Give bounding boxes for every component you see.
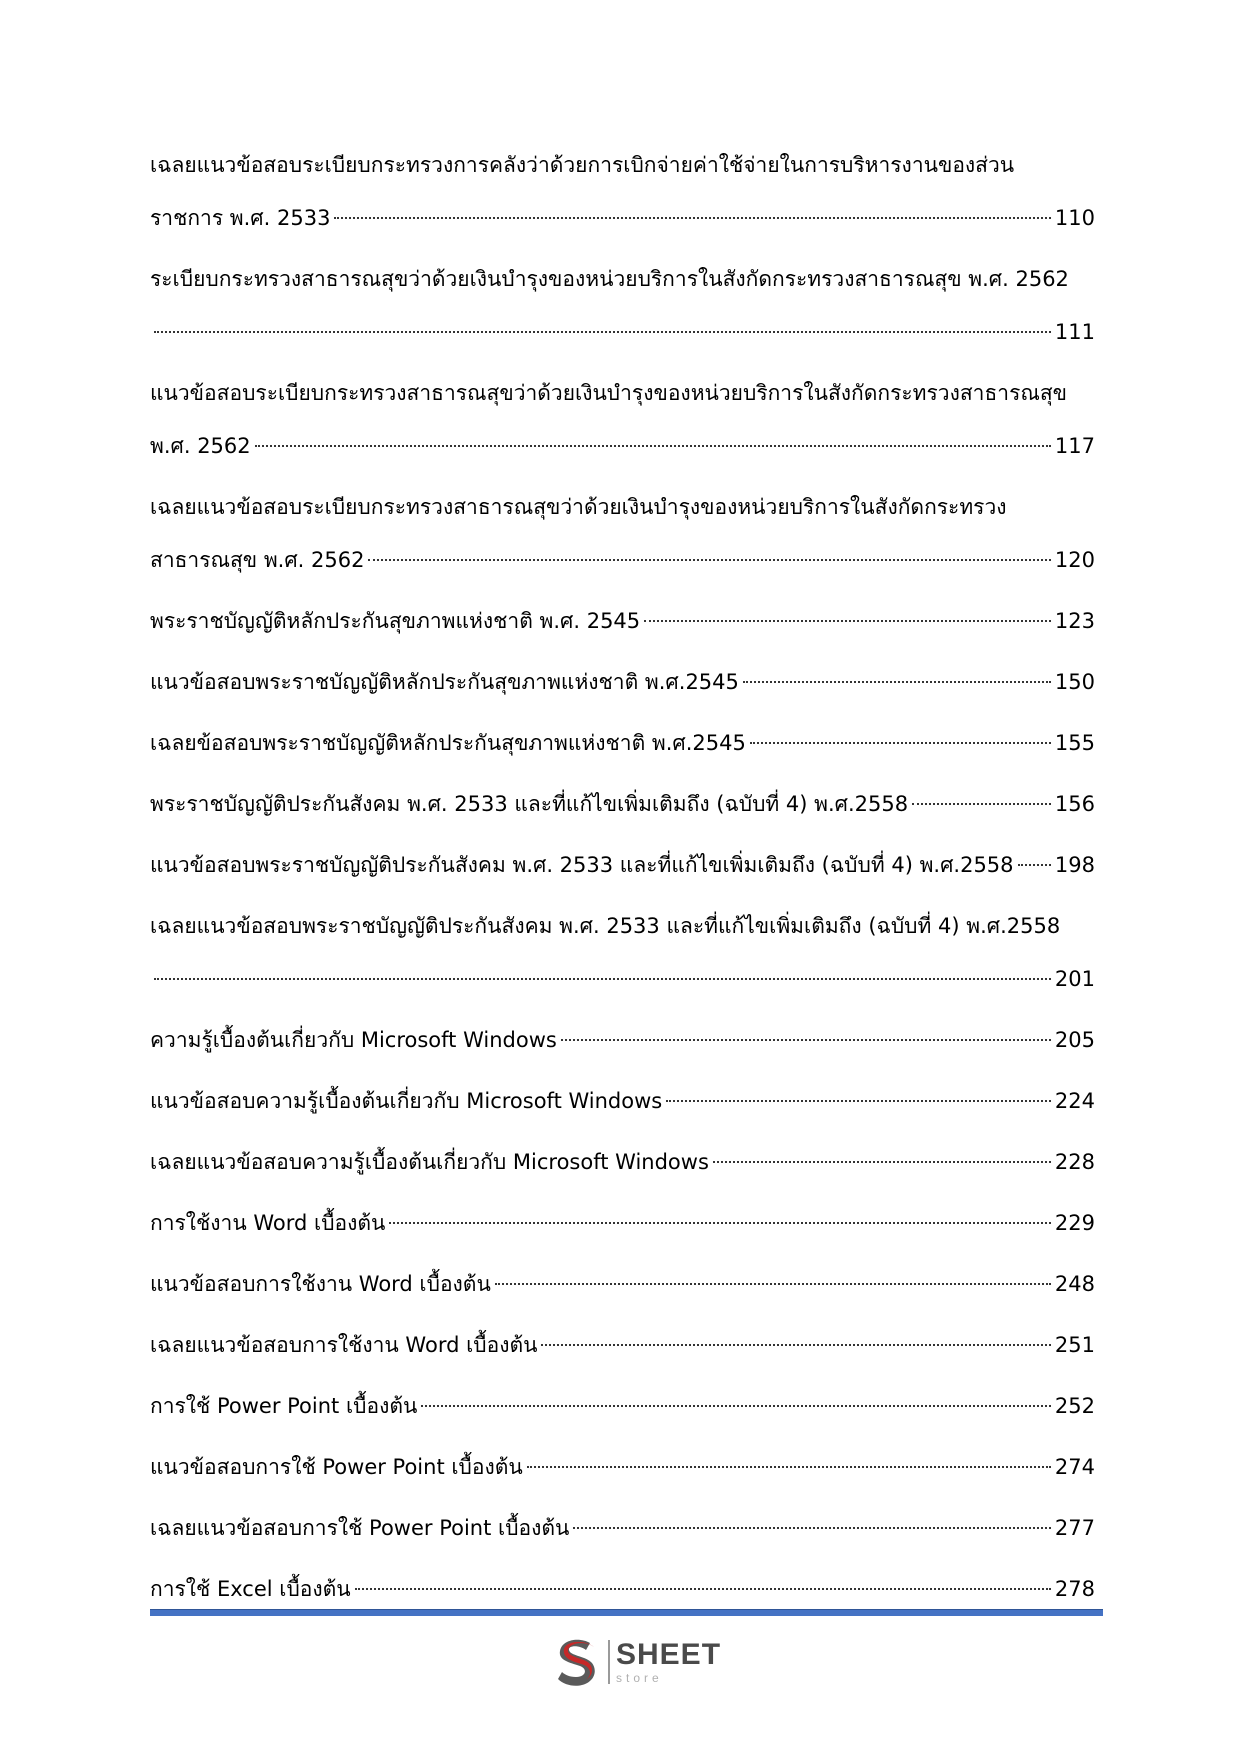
toc-entry-line [150,203,1095,233]
dot-leader [334,197,1050,219]
toc-entry[interactable] [150,728,1095,758]
toc-entry[interactable] [150,150,1095,233]
logo-word: SHEET [616,1638,722,1671]
toc-entry-line [150,964,1095,994]
toc-entry-title: การใช้ Excel เบื้องต้น [150,1577,351,1601]
dot-leader [495,1263,1051,1285]
logo-text [616,1640,721,1684]
toc-entry-title: การใช้ Power Point เบื้องต้น [150,1394,418,1418]
toc-entry-line [150,1208,1095,1238]
toc-entry[interactable] [150,1391,1095,1421]
toc-entry[interactable] [150,1147,1095,1177]
toc-page-number: 248 [1054,1272,1095,1296]
toc-page-number: 205 [1054,1028,1095,1052]
toc-page-number: 123 [1054,609,1095,633]
toc-page-number: 201 [1054,967,1095,991]
toc-entry[interactable] [150,606,1095,636]
logo-sub: store [616,1671,663,1685]
toc-page-number: 150 [1054,670,1095,694]
dot-leader [666,1080,1051,1102]
dot-leader [154,958,1051,980]
dot-leader [750,722,1051,744]
dot-leader [644,600,1051,622]
table-of-contents [150,150,1095,1635]
dot-leader [527,1446,1051,1468]
logo-divider [608,1640,610,1684]
toc-entry[interactable] [150,1513,1095,1543]
toc-entry-line [150,1330,1095,1360]
toc-page-number: 111 [1054,320,1095,344]
toc-entry-title: แนวข้อสอบการใช้งาน Word เบื้องต้น [150,1272,491,1296]
toc-entry-title-line: ระเบียบกระทรวงสาธารณสุขว่าด้วยเงินบำรุงของหน่วยบริการในสังกัดกระทรวงสาธารณสุข พ.ศ. 2562 [150,267,1069,291]
toc-entry-title-line: แนวข้อสอบระเบียบกระทรวงสาธารณสุขว่าด้วยเงินบำรุงของหน่วยบริการในสังกัดกระทรวงสาธารณสุข [150,381,1068,405]
toc-entry-title: แนวข้อสอบการใช้ Power Point เบื้องต้น [150,1455,523,1479]
toc-entry[interactable] [150,667,1095,697]
toc-entry[interactable] [150,789,1095,819]
toc-page-number: 110 [1054,206,1095,230]
toc-entry-title: เฉลยข้อสอบพระราชบัญญัติหลักประกันสุขภาพแห่งชาติ พ.ศ.2545 [150,731,746,755]
toc-entry-line [150,606,1095,636]
toc-entry-title: ความรู้เบื้องต้นเกี่ยวกับ Microsoft Windows [150,1028,557,1052]
toc-entry-line [150,1513,1095,1543]
toc-entry[interactable] [150,492,1095,575]
toc-entry[interactable] [150,264,1095,347]
toc-page-number: 274 [1054,1455,1095,1479]
toc-entry-line [150,431,1095,461]
toc-entry-line [150,1269,1095,1299]
toc-entry[interactable] [150,1330,1095,1360]
toc-entry-title-line: เฉลยแนวข้อสอบระเบียบกระทรวงสาธารณสุขว่าด้วยเงินบำรุงของหน่วยบริการในสังกัดกระทรวง [150,495,1007,519]
toc-page-number: 155 [1054,731,1095,755]
toc-entry[interactable] [150,850,1095,880]
toc-page-number: 251 [1054,1333,1095,1357]
toc-page-number: 156 [1054,792,1095,816]
toc-entry-title: พระราชบัญญัติประกันสังคม พ.ศ. 2533 และที่แก้ไขเพิ่มเติมถึง (ฉบับที่ 4) พ.ศ.2558 [150,792,909,816]
sheet-store-s-icon [550,1635,604,1689]
toc-entry-title: พ.ศ. 2562 [150,434,251,458]
toc-page-number: 120 [1054,548,1095,572]
toc-page-number: 277 [1054,1516,1095,1540]
toc-entry-title: แนวข้อสอบความรู้เบื้องต้นเกี่ยวกับ Microsoft Windows [150,1089,663,1113]
dot-leader [713,1141,1051,1163]
toc-entry-line [150,545,1095,575]
dot-leader [389,1202,1051,1224]
dot-leader [154,311,1051,333]
toc-entry-title: แนวข้อสอบพระราชบัญญัติประกันสังคม พ.ศ. 2533 และที่แก้ไขเพิ่มเติมถึง (ฉบับที่ 4) พ.ศ.2558 [150,853,1014,877]
toc-entry-line [150,728,1095,758]
toc-entry-line [150,1086,1095,1116]
toc-entry-line [150,850,1095,880]
dot-leader [743,661,1051,683]
footer-rule [150,1609,1103,1616]
toc-entry-line [150,1391,1095,1421]
toc-entry-title: เฉลยแนวข้อสอบความรู้เบื้องต้นเกี่ยวกับ Microsoft Windows [150,1150,709,1174]
toc-entry[interactable] [150,1208,1095,1238]
dot-leader [573,1507,1051,1529]
toc-page-number: 117 [1054,434,1095,458]
toc-entry-line [150,667,1095,697]
dot-leader [561,1019,1051,1041]
dot-leader [368,539,1050,561]
dot-leader [255,425,1051,447]
toc-entry[interactable] [150,1025,1095,1055]
toc-entry-title: เฉลยแนวข้อสอบการใช้ Power Point เบื้องต้น [150,1516,570,1540]
toc-page-number: 252 [1054,1394,1095,1418]
toc-entry-line [150,789,1095,819]
toc-entry[interactable] [150,1086,1095,1116]
toc-page-number: 224 [1054,1089,1095,1113]
toc-entry-line [150,1574,1095,1604]
toc-entry-title: เฉลยแนวข้อสอบการใช้งาน Word เบื้องต้น [150,1333,538,1357]
toc-entry-title-line: เฉลยแนวข้อสอบระเบียบกระทรวงการคลังว่าด้วยการเบิกจ่ายค่าใช้จ่ายในการบริหารงานของส่วน [150,153,1015,177]
dot-leader [1018,844,1051,866]
toc-entry-line [150,317,1095,347]
toc-entry-line [150,1452,1095,1482]
toc-entry-title: พระราชบัญญัติหลักประกันสุขภาพแห่งชาติ พ.ศ. 2545 [150,609,641,633]
toc-entry[interactable] [150,1452,1095,1482]
toc-entry[interactable] [150,911,1095,994]
dot-leader [421,1385,1051,1407]
toc-entry-line [150,1147,1095,1177]
toc-page-number: 228 [1054,1150,1095,1174]
toc-entry-title: สาธารณสุข พ.ศ. 2562 [150,548,365,572]
toc-entry-title: แนวข้อสอบพระราชบัญญัติหลักประกันสุขภาพแห่งชาติ พ.ศ.2545 [150,670,739,694]
toc-page-number: 229 [1054,1211,1095,1235]
dot-leader [912,783,1051,805]
toc-page-number: 278 [1054,1577,1095,1601]
toc-entry-title: การใช้งาน Word เบื้องต้น [150,1211,386,1235]
toc-entry[interactable] [150,1269,1095,1299]
toc-entry-title: ราชการ พ.ศ. 2533 [150,206,331,230]
toc-entry[interactable] [150,378,1095,461]
sheet-store-logo [550,1635,721,1689]
dot-leader [541,1324,1050,1346]
toc-entry-line [150,1025,1095,1055]
dot-leader [355,1568,1051,1590]
toc-page-number: 198 [1054,853,1095,877]
toc-entry[interactable] [150,1574,1095,1604]
toc-entry-title-line: เฉลยแนวข้อสอบพระราชบัญญัติประกันสังคม พ.ศ. 2533 และที่แก้ไขเพิ่มเติมถึง (ฉบับที่ 4) พ.ศ.2558 [150,914,1061,938]
